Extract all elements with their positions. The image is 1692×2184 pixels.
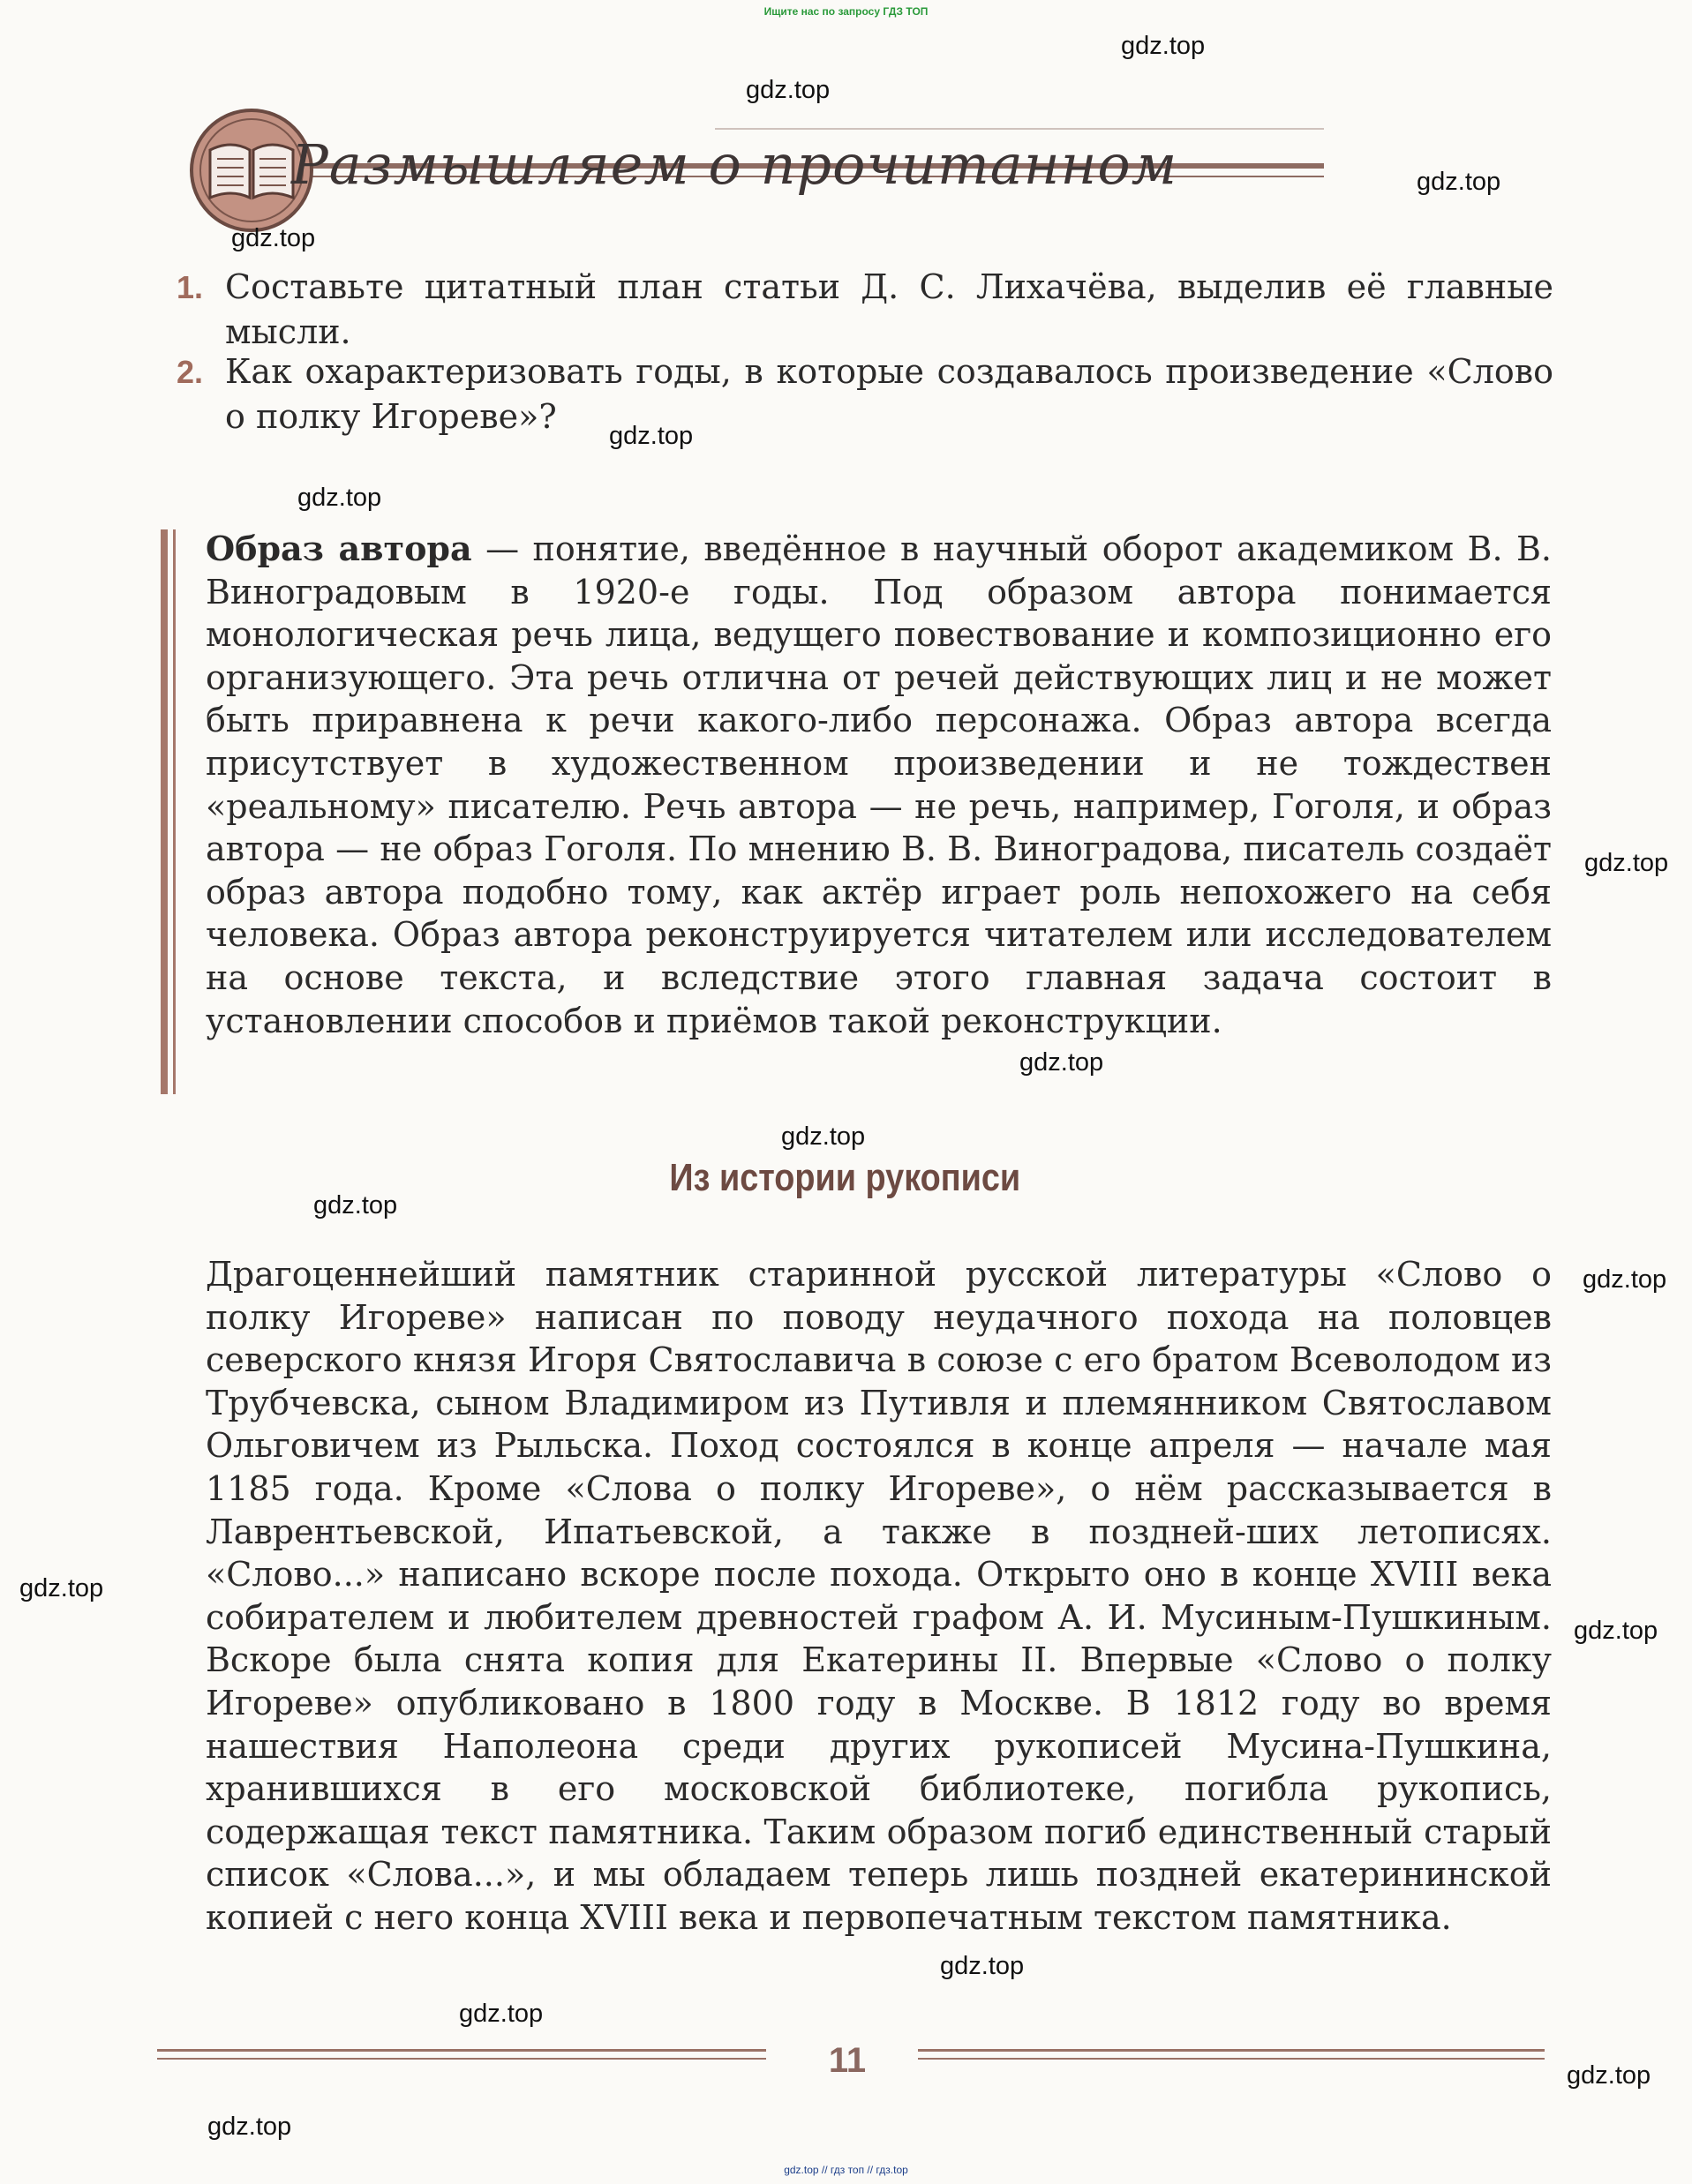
watermark: gdz.top xyxy=(1584,849,1669,877)
definition-term: Образ автора xyxy=(206,529,472,568)
watermark: gdz.top xyxy=(313,1191,398,1220)
bottom-note: gdz.top // гдз топ // гдз.top xyxy=(784,2164,908,2176)
footer-rule-left xyxy=(157,2049,766,2052)
page-number: 11 xyxy=(828,2041,867,2080)
watermark: gdz.top xyxy=(1019,1048,1104,1077)
section-paragraph: Драгоценнейший памятник старинной русской литературы «Слово о полку Игореве» написан по поводу неудачного похода на половцев северского князя Игоря Святославича в союзе с его братом Всеволодом из Трубчевска, сыном Владимиром из Путивля и племянником Святославом Ольговичем из Рыльска. Поход состоялся в конце апреля — начале мая 1185 года. Кроме «Слова о полку Игореве», о нём рассказывается в Лаврентьевской, Ипатьевской, а также в поздней-ших летописях. «Слово...» написано вскоре после похода. Открыто оно в конце XVIII века собирателем и любителем древностей графом А. И. Мусиным-Пушкиным. Вскоре была снята копия для Екатерины II. Впервые «Слово о полку Игореве» опубликовано в 1800 году в Москве. В 1812 году во время нашествия Наполеона среди других рукописей Мусина-Пушкина, хранившихся в его московской библиотеке, погибла рукопись, содержащая текст памятника. Таким образом погиб единственный старый список «Слова...», и мы обладаем теперь лишь поздней екатерининской копией с него конца XVIII века и первопечатным текстом памятника. xyxy=(206,1255,1552,1937)
watermark: gdz.top xyxy=(1121,32,1206,60)
watermark: gdz.top xyxy=(207,2113,292,2141)
watermark: gdz.top xyxy=(1417,168,1501,196)
watermark: gdz.top xyxy=(231,224,316,252)
watermark: gdz.top xyxy=(1567,2061,1651,2090)
section-title: Из истории рукописи xyxy=(669,1156,1021,1199)
definition-block xyxy=(206,528,1552,1042)
footer-rule-right-2 xyxy=(918,2058,1545,2060)
question-text: Как охарактеризовать годы, в которые создавалось произведение «Слово о полку Игореве»? xyxy=(225,352,1553,436)
question-number: 2. xyxy=(177,354,204,390)
question-2 xyxy=(177,349,1553,441)
watermark: gdz.top xyxy=(459,2000,544,2028)
watermark: gdz.top xyxy=(609,422,694,450)
section-body xyxy=(206,1253,1552,1940)
watermark: gdz.top xyxy=(297,484,382,512)
definition-bar xyxy=(161,529,168,1094)
watermark: gdz.top xyxy=(746,76,831,104)
definition-bar-thin xyxy=(173,529,176,1094)
watermark: gdz.top xyxy=(781,1122,866,1151)
top-note: Ищите нас по запросу ГДЗ ТОП xyxy=(763,5,929,18)
footer-rule-right xyxy=(918,2049,1545,2052)
definition-text: — понятие, введённое в научный оборот академиком В. В. Виноградовым в 1920-е годы. Под образом автора понимается монологическая речь лица, ведущего повествование и композиционно его организующего. Эта речь отлична от речей действующих лиц и не может быть приравнена к речи какого-либо персонажа. Образ автора всегда присутствует в художественном произведении и не тождествен «реальному» писателю. Речь автора — не речь, например, Гоголя, и образ автора — не образ Гоголя. По мнению В. В. Виноградова, писатель создаёт образ автора подобно тому, как актёр играет роль непохожего на себя человека. Образ автора реконструируется читателем или исследователем на основе текста, и вследствие этого главная задача состоит в установлении способов и приёмов такой реконструкции. xyxy=(206,529,1552,1040)
question-1 xyxy=(177,265,1553,356)
watermark: gdz.top xyxy=(940,1952,1025,1980)
heading-title: Размышляем о прочитанном xyxy=(291,132,1178,197)
question-text: Составьте цитатный план статьи Д. С. Лихачёва, выделив её главные мысли. xyxy=(225,267,1553,351)
watermark: gdz.top xyxy=(1574,1617,1658,1645)
watermark: gdz.top xyxy=(19,1574,104,1602)
question-number: 1. xyxy=(177,269,204,305)
watermark: gdz.top xyxy=(1583,1265,1667,1294)
footer-rule-left-2 xyxy=(157,2058,766,2060)
